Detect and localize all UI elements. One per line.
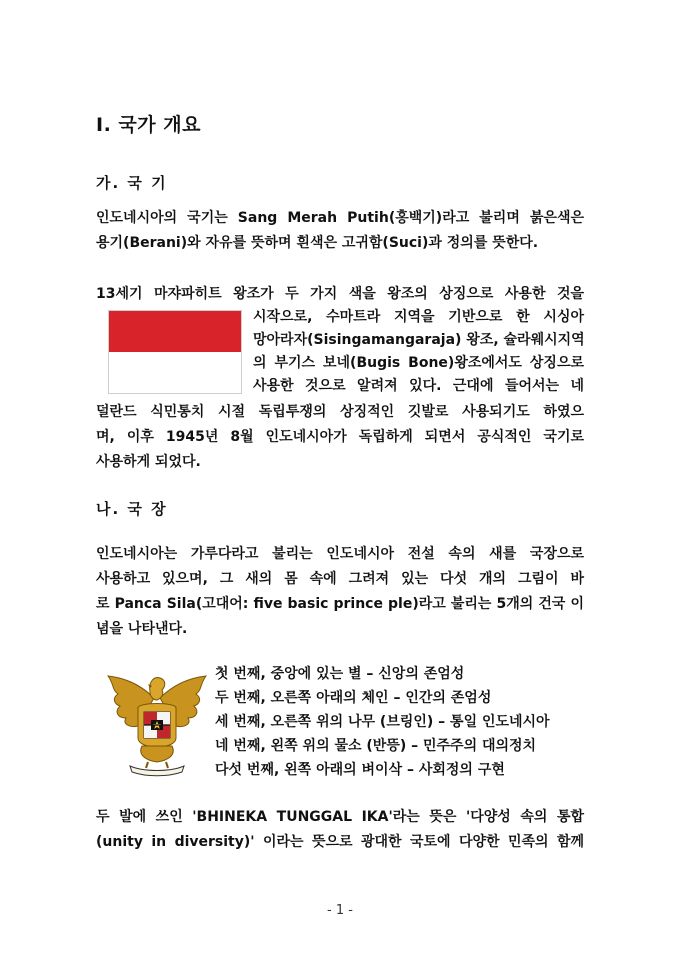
section-title: I. 국가 개요 <box>96 114 201 136</box>
emblem-item: 다섯 번째, 왼쪽 아래의 벼이삭 – 사회정의 구현 <box>215 762 505 778</box>
emblem-para-line: 념을 나타낸다. <box>96 621 188 637</box>
flag-para2-line: 13세기 마쟈파히트 왕조가 두 가지 색을 왕조의 상징으로 사용한 것을 <box>96 286 584 302</box>
flag-white-band <box>109 352 241 393</box>
garuda-icon <box>104 668 210 778</box>
flag-para2-side-line: 의 부기스 보네(Bugis Bone)왕조에서도 상징으로 <box>253 355 584 371</box>
emblem-para-line: 인도네시아는 가루다라고 불리는 인도네시아 전설 속의 새를 국장으로 <box>96 546 584 562</box>
flag-para2-side-line: 망아라자(Sisingamangaraja) 왕조, 슐라웨시지역 <box>253 332 585 348</box>
flag-para1-line: 인도네시아의 국기는 Sang Merah Putih(홍백기)라고 불리며 붉은색은 <box>96 210 584 226</box>
emblem-para-line: 사용하고 있으며, 그 새의 몸 속에 그려져 있는 다섯 개의 그림이 바 <box>96 571 584 587</box>
flag-para2-side-line: 사용한 것으로 알려져 있다. 근대에 들어서는 네 <box>253 378 584 394</box>
flag-para2-line: 덜란드 식민통치 시절 독립투쟁의 상징적인 깃발로 사용되기도 하였으 <box>96 404 584 420</box>
flag-red-band <box>109 311 241 352</box>
emblem-item: 두 번째, 오른쪽 아래의 체인 – 인간의 존엄성 <box>215 690 492 706</box>
flag-para1-line: 용기(Berani)와 자유를 뜻하며 흰색은 고귀함(Suci)과 정의를 뜻한다. <box>96 235 539 251</box>
flag-para2-side-line: 시작으로, 수마트라 지역을 기반으로 한 시싱아 <box>253 309 584 325</box>
emblem-item: 첫 번째, 중앙에 있는 별 – 신앙의 존엄성 <box>215 666 465 682</box>
emblem-para-line: 로 Panca Sila(고대어: five basic prince ple)라고 불리는 5개의 건국 이 <box>96 596 584 612</box>
emblem-closing-line: 두 발에 쓰인 'BHINEKA TUNGGAL IKA'라는 뜻은 '다양성 속의 통합 <box>96 809 584 825</box>
emblem-closing-line: (unity in diversity)' 이라는 뜻으로 광대한 국토에 다양한 민족의 함께 <box>96 834 584 850</box>
page-number: - 1 - <box>327 903 353 918</box>
flag-heading: 가. 국 기 <box>96 174 168 192</box>
emblem-heading: 나. 국 장 <box>96 500 168 518</box>
flag-para2-line: 며, 이후 1945년 8월 인도네시아가 독립하게 되면서 공식적인 국기로 <box>96 429 584 445</box>
garuda-emblem-image <box>104 668 210 778</box>
emblem-item: 세 번째, 오른쪽 위의 나무 (브링인) – 통일 인도네시아 <box>215 714 550 730</box>
emblem-item: 네 번째, 왼쪽 위의 물소 (반뜽) – 민주주의 대의정치 <box>215 738 537 754</box>
flag-para2-line: 사용하게 되었다. <box>96 454 201 470</box>
indonesia-flag-image <box>108 310 242 394</box>
